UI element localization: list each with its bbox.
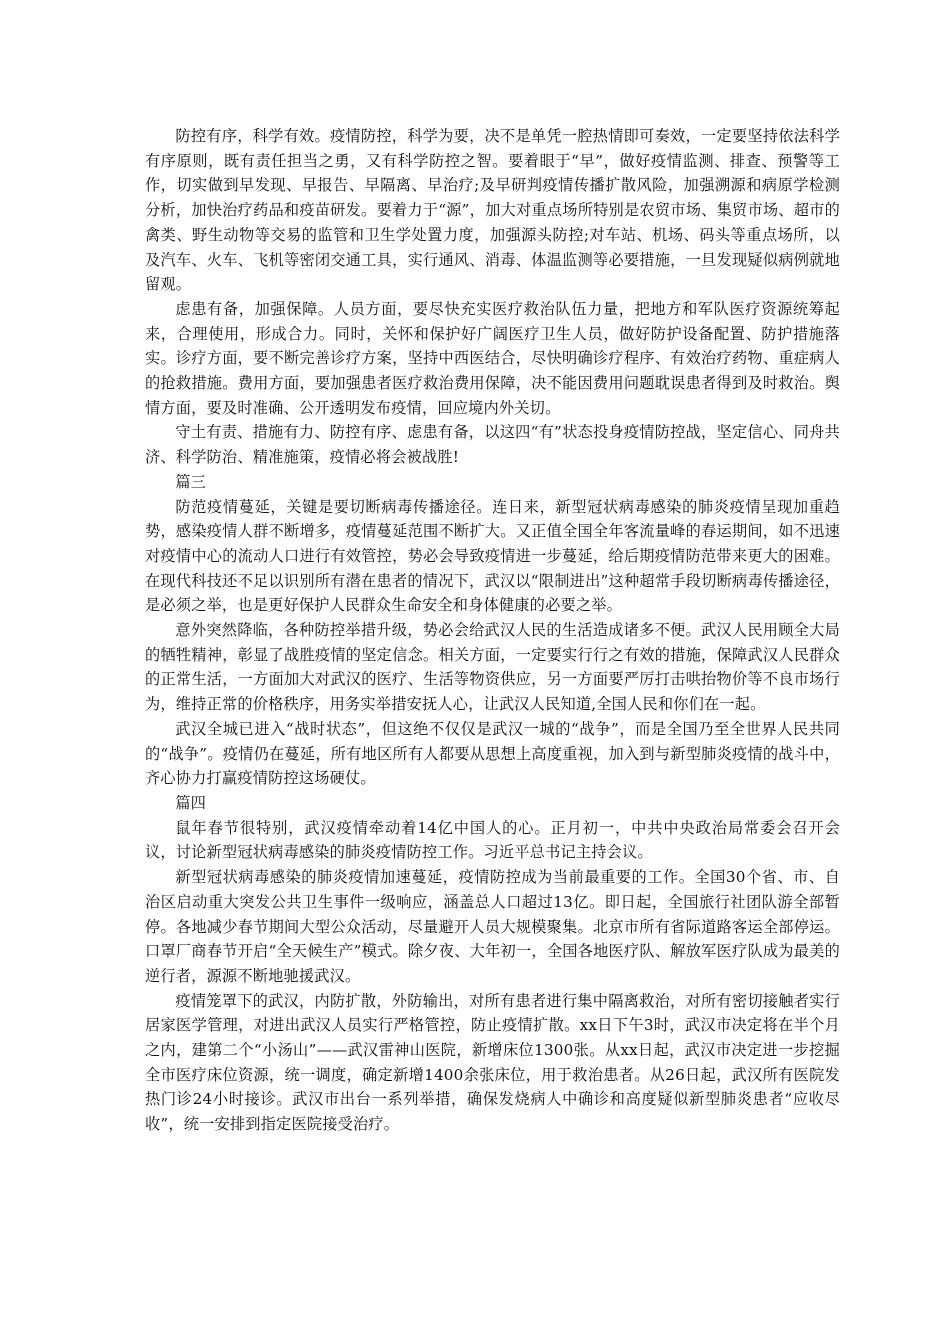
section-heading-3: 篇三 <box>175 472 206 491</box>
paragraph-four-haves: 守土有责、措施有力、防控有序、虑患有备，以这四“有”状态投身疫情防控战，坚定信心、同舟共济、科学防治、精准施策，疫情必将会被战胜! <box>145 423 840 467</box>
paragraph-guarantee: 虑患有备，加强保障。人员方面，要尽快充实医疗救治队伍力量，把地方和军队医疗资源统筹起来，合理使用，形成合力。同时，关怀和保护好广阔医疗卫生人员，做好防护设备配置、防护措施落实。诊疗方面，要不断完善诊疗方案，坚持中西医结合，尽快明确诊疗程序、有效治疗药物、重症病人的抢救措施。费用方面，要加强患者医疗救治费用保障，决不能因费用问题耽误患者得到及时救治。舆情方面，要及时准确、公开透明发布疫情，回应境内外关切。 <box>145 299 840 417</box>
paragraph-wartime-state: 武汉全城已进入“战时状态”，但这绝不仅仅是武汉一城的“战争”，而是全国乃至全世界人民共同的“战争”。疫情仍在蔓延，所有地区所有人都要从思想上高度重视，加入到与新型肺炎疫情的战斗中，齐心协力打赢疫情防控这场硬仗。 <box>145 719 840 788</box>
paragraph-wuhan-measures: 疫情笼罩下的武汉，内防扩散，外防输出，对所有患者进行集中隔离救治，对所有密切接触者实行居家医学管理，对进出武汉人员实行严格管控，防止疫情扩散。xx日下午3时，武汉市决定将在半个月之内，建第二个“小汤山”——武汉雷神山医院，新增床位1300张。从xx日起，武汉市决定进一步挖掘全市医疗床位资源，统一调度，确定新增1400余张床位，用于救治患者。从26日起，武汉所有医院发热门诊24小时接诊。武汉市出台一系列举措，确保发烧病人中确诊和高度疑似新型肺炎患者“应收尽收”，统一安排到指定医院接受治疗。 <box>145 991 840 1134</box>
paragraph-wuhan-life: 意外突然降临，各种防控举措升级，势必会给武汉人民的生活造成诸多不便。武汉人民用顾全大局的牺牲精神，彰显了战胜疫情的坚定信念。相关方面，一定要实行行之有效的措施，保障武汉人民群众的正常生活，一方面加大对武汉的医疗、生活等物资供应，另一方面要严厉打击哄抬物价等不良市场行为，维持正常的价格秩序，用务实举措安抚人心，让武汉人民知道,全国人民和你们在一起。 <box>145 621 840 714</box>
paragraph-cut-transmission: 防范疫情蔓延，关键是要切断病毒传播途径。连日来，新型冠状病毒感染的肺炎疫情呈现加重趋势，感染疫情人群不断增多，疫情蔓延范围不断扩大。又正值全国全年客流量峰的春运期间，如不迅速对疫情中心的流动人口进行有效管控，势必会导致疫情进一步蔓延，给后期疫情防范带来更大的困难。在现代科技还不足以识别所有潜在患者的情况下，武汉以“限制进出”这种超常手段切断病毒传播途径，是必须之举，也是更好保护人民群众生命安全和身体健康的必要之举。 <box>145 497 840 615</box>
paragraph-scientific-prevention: 防控有序，科学有效。疫情防控，科学为要，决不是单凭一腔热情即可奏效，一定要坚持依法科学有序原则，既有责任担当之勇，又有科学防控之智。要着眼于“早”，做好疫情监测、排查、预警等工作，切实做到早发现、早报告、早隔离、早治疗;及早研判疫情传播扩散风险，加强溯源和病原学检测分析，加快治疗药品和疫苗研发。要着力于“源”，加大对重点场所特别是农贸市场、集贸市场、超市的禽类、野生动物等交易的监管和卫生学处置力度，加强源头防控;对车站、机场、码头等重点场所，以及汽车、火车、飞机等密闭交通工具，实行通风、消毒、体温监测等必要措施，一旦发现疑似病例就地留观。 <box>145 127 840 294</box>
paragraph-national-response: 新型冠状病毒感染的肺炎疫情加速蔓延，疫情防控成为当前最重要的工作。全国30个省、市、自治区启动重大突发公共卫生事件一级响应，涵盖总人口超过13亿。即日起，全国旅行社团队游全部暂停。各地减少春节期间大型公众活动，尽量避开人员大规模聚集。北京市所有省际道路客运全部停运。口罩厂商春节开启“全天候生产”模式。除夕夜、大年初一，全国各地医疗队、解放军医疗队成为最美的逆行者，源源不断地驰援武汉。 <box>145 868 840 985</box>
section-heading-4: 篇四 <box>175 793 206 812</box>
paragraph-spring-festival: 鼠年春节很特别，武汉疫情牵动着14亿中国人的心。正月初一，中共中央政治局常委会召开会议，讨论新型冠状病毒感染的肺炎疫情防控工作。习近平总书记主持会议。 <box>145 818 840 862</box>
